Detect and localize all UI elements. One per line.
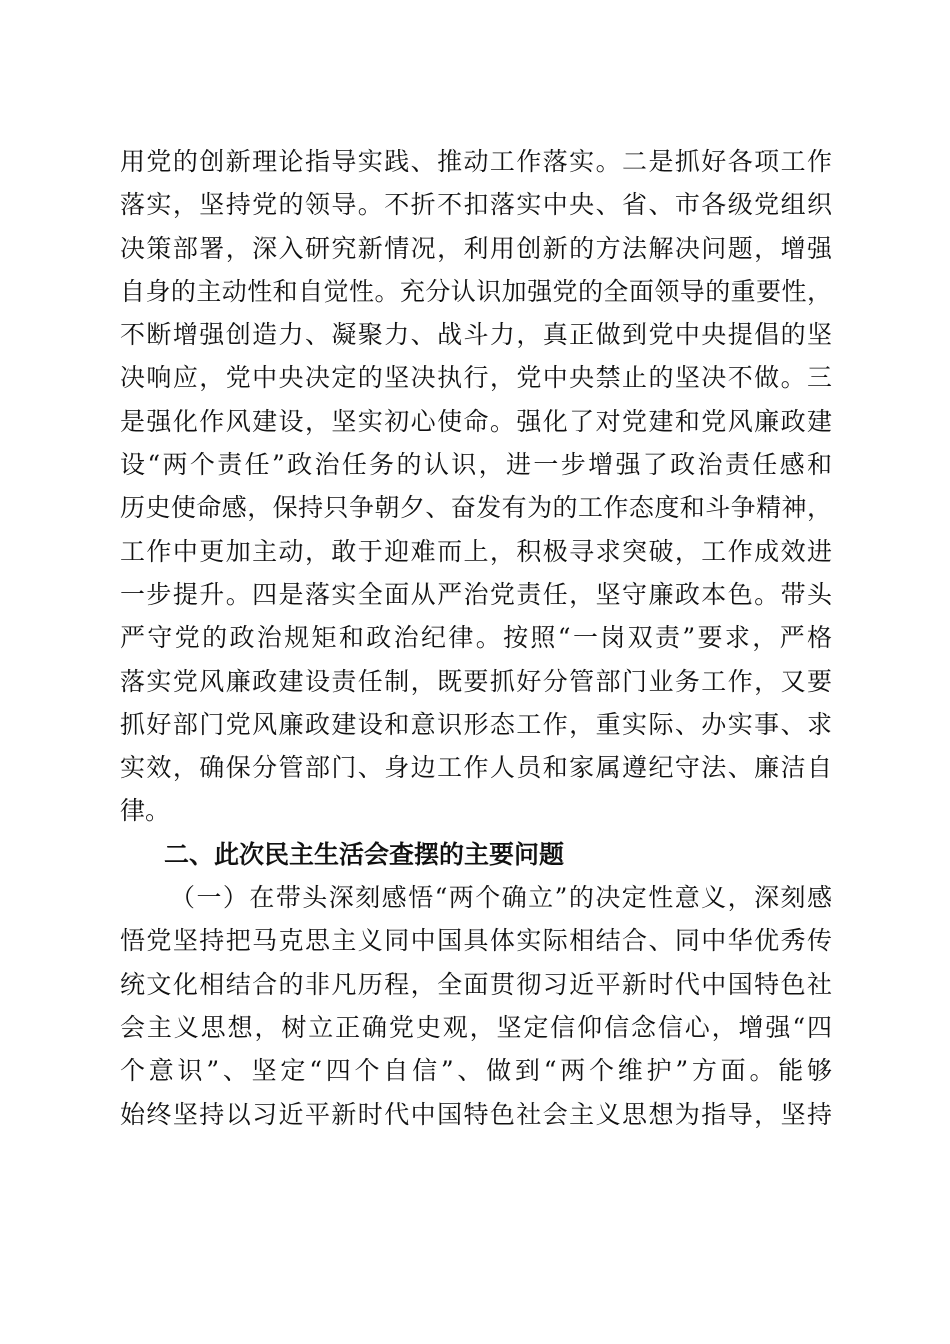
text-line: 自身的主动性和自觉性。充分认识加强党的全面领导的重要性， (120, 276, 832, 306)
text-line: 落实党风廉政建设责任制，既要抓好分管部门业务工作，又要 (120, 666, 832, 696)
text-line: 抓好部门党风廉政建设和意识形态工作，重实际、办实事、求 (120, 709, 832, 739)
text-line: （一）在带头深刻感悟“两个确立”的决定性意义，深刻感 (170, 883, 832, 913)
text-line: 始终坚持以习近平新时代中国特色社会主义思想为指导，坚持 (120, 1099, 832, 1129)
text-line: 设“两个责任”政治任务的认识，进一步增强了政治责任感和 (120, 450, 832, 480)
text-line: 不断增强创造力、凝聚力、战斗力，真正做到党中央提倡的坚 (120, 320, 832, 350)
text-line: 工作中更加主动，敢于迎难而上，积极寻求突破，工作成效进 (120, 536, 832, 566)
text-line: 个意识”、坚定“四个自信”、做到“两个维护”方面。能够 (120, 1056, 832, 1086)
text-line: 会主义思想，树立正确党史观，坚定信仰信念信心，增强“四 (120, 1012, 832, 1042)
text-line: 决策部署，深入研究新情况，利用创新的方法解决问题，增强 (120, 233, 832, 263)
document-body (120, 140, 832, 1136)
text-line: 历史使命感，保持只争朝夕、奋发有为的工作态度和斗争精神， (120, 493, 832, 523)
text-line: 落实，坚持党的领导。不折不扣落实中央、省、市各级党组织 (120, 190, 832, 220)
text-line: 用党的创新理论指导实践、推动工作落实。二是抓好各项工作 (120, 147, 832, 176)
section-heading: 二、此次民主生活会查摆的主要问题 (164, 839, 565, 869)
text-line: 严守党的政治规矩和政治纪律。按照“一岗双责”要求，严格 (120, 623, 832, 653)
paragraph-2 (120, 876, 832, 1136)
text-line: 决响应，党中央决定的坚决执行，党中央禁止的坚决不做。三 (120, 363, 832, 393)
text-line: 一步提升。四是落实全面从严治党责任，坚守廉政本色。带头 (120, 579, 832, 609)
text-line: 实效，确保分管部门、身边工作人员和家属遵纪守法、廉洁自 (120, 753, 832, 783)
text-line: 律。 (120, 796, 171, 826)
paragraph-1 (120, 140, 832, 833)
text-line: 是强化作风建设，坚实初心使命。强化了对党建和党风廉政建 (120, 406, 832, 436)
text-line: 悟党坚持把马克思主义同中国具体实际相结合、同中华优秀传 (120, 926, 832, 956)
text-line: 统文化相结合的非凡历程，全面贯彻习近平新时代中国特色社 (120, 969, 832, 999)
